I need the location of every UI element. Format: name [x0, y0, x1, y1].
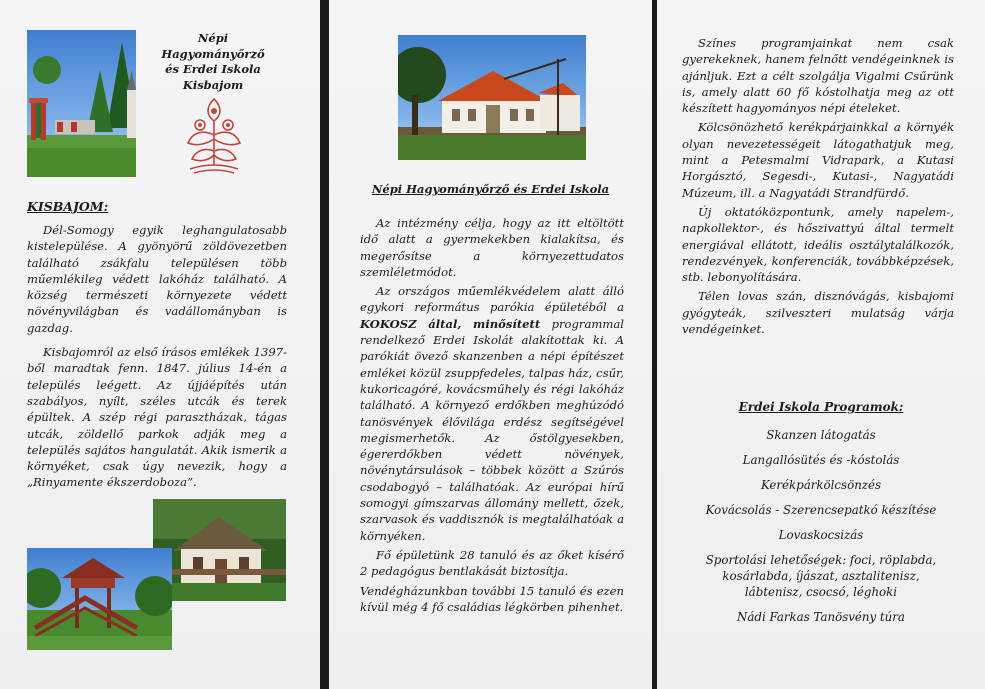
- kokosz-certified: KOKOSZ által, minősített: [360, 316, 541, 331]
- panel-middle: [329, 0, 652, 689]
- program-item: Langallósütés és -kóstolás: [742, 453, 900, 467]
- folk-ornament-logo: [180, 95, 248, 175]
- program-item: Sportolási lehetőségek: foci, röplabda, kosárlabda, íjászat, asztalitenisz, lábtenisz, csocsó, léghoki: [705, 553, 937, 599]
- church-photo-art: [27, 30, 136, 177]
- programs-paragraph-3: Új oktatóközpontunk, amely napelem-, napkollektor-, és hőszivattyú által termelt energiával ellátott, ideális osztálytalálkozók, rendezvények, konferenciák, továbbképzések, stb. lebonyolítására.: [682, 204, 954, 285]
- programs-intro-text: [682, 35, 954, 340]
- school-paragraph-1: Az intézmény célja, hogy az itt eltöltött idő alatt a gyermekekben kialakítsa, és megerősítse a környezettudatos szemléletmódot.: [360, 216, 624, 279]
- program-item: Kovácsolás - Szerencsepatkó készítése: [705, 503, 937, 517]
- school-title-line-3: Kisbajom: [182, 77, 244, 92]
- program-item: Skanzen látogatás: [766, 428, 876, 442]
- school-title-line-1: Népi Hagyományőrző: [161, 31, 265, 61]
- gazebo-photo: [27, 548, 172, 650]
- house-photo-art: [153, 499, 286, 601]
- school-paragraph-4: Vendégházunkban további 15 tanuló és ezen kívül még 4 fő családias légkörben pihenhet.: [360, 583, 624, 614]
- school-paragraph-2-start: Az országos műemlékvédelem alatt álló egykori református parókia épületéből a: [360, 284, 624, 315]
- kisbajom-paragraph-1: Dél-Somogy egyik leghangulatosabb kistelepülése. A gyönyörű zöldövezetben található zsákfalu településen több műemlékileg védett lakóház található. A község természeti környezete védett növényvilágban és vadállományban is gazdag.: [27, 223, 287, 335]
- house-photo: [153, 499, 286, 601]
- programs-paragraph-2: Kölcsönözhető kerékpárjainkkal a környék olyan nevezetességeit látogathatjuk meg, mint a Petesmalmi Vidrapark, a Kutasi Horgásztó, Segesdi-, Kutasi-, Nagyatádi Múzeum, ill. a Nagyatádi Strandfürdő.: [682, 120, 954, 200]
- school-heading: Népi Hagyományőrző és Erdei Iskola: [371, 182, 610, 196]
- school-paragraph-3: Fő épületünk 28 tanuló és az őket kísérő 2 pedagógus bentlakását biztosítja.: [360, 547, 624, 579]
- gazebo-photo-art: [27, 548, 172, 650]
- programs-heading: Erdei Iskola Programok:: [738, 400, 904, 414]
- programs-paragraph-1: Színes programjainkat nem csak gyerekeknek, hanem felnőtt vendégeinknek is ajánljuk. Ezt a célt szolgálja Vigalmi Csűrünk is, amely alatt 60 fő kóstolhatja meg az ott készített hagyományos népi ételeket.: [682, 36, 954, 116]
- school-title-line-2: és Erdei Iskola: [165, 62, 261, 76]
- school-paragraph-2: [360, 283, 624, 544]
- program-item: Lovaskocsizás: [778, 528, 864, 542]
- program-item: Nádi Farkas Tanösvény túra: [737, 610, 905, 624]
- school-text: [360, 215, 624, 618]
- programs-paragraph-4: Télen lovas szán, disznóvágás, kisbajomi gyógyteák, szilveszteri mulatság várja vendégeinket.: [682, 289, 954, 337]
- school-paragraph-2-end: programmal rendelkező Erdei Iskolát alakítottak ki. A parókiát övező skanzenben a népi építészet emlékei közül zsuppfedeles, talpas ház, csűr, kukoricagóré, kovácsműhely és régi lakóház található. A környező erdőkben meghúzódó tanösvények élővilága erdész segítségével megismerhetők. Az őstölgyesekben, égererdőkben védett növények, növénytársulások – többek között a Szúrós csodabogyó – találhatóak. Az európai hírű somogyi gímszarvas állomány mellett, őzek, szarvasok és vaddisznók is megtalálhatóak a környéken.: [360, 316, 624, 543]
- kisbajom-heading: KISBAJOM:: [27, 199, 109, 214]
- kisbajom-text: [27, 222, 287, 494]
- school-title: [148, 31, 278, 93]
- program-item: Kerékpárkölcsönzés: [760, 478, 882, 492]
- school-building-photo: [398, 35, 586, 160]
- school-building-photo-art: [398, 35, 586, 160]
- church-photo: [27, 30, 136, 177]
- panel-left: [0, 0, 320, 689]
- kisbajom-paragraph-2: Kisbajomról az első írásos emlékek 1397-ből maradtak fenn. 1847. július 14-én a település leégett. Az újjáépítés után szabályos, nyílt, széles utcák és terek épültek. A szép régi parasztházak, tágas utcák, zöldellő parkok adják meg a település sajátos hangulatát. Akik ismerik a környéket, csak úgy nevezik, hogy a „Rinyamente ékszerdoboza”.: [27, 345, 287, 490]
- programs-list: [657, 427, 985, 634]
- panel-right: [657, 0, 985, 689]
